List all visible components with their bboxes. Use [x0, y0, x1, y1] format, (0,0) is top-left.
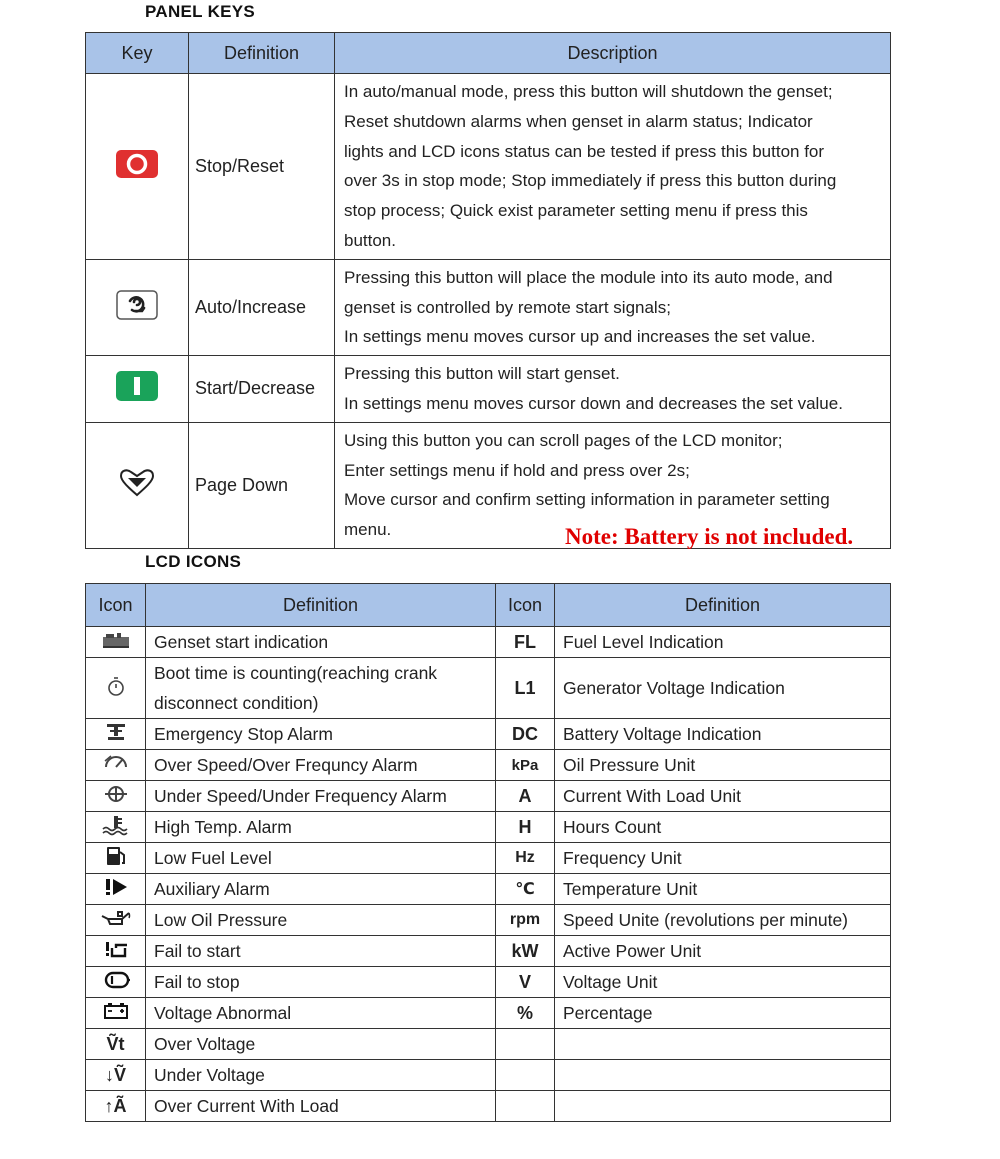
lcd-definition: Over Speed/Over Frequncy Alarm	[146, 750, 496, 781]
lcd-row	[86, 936, 891, 967]
header-icon: Icon	[86, 584, 146, 627]
lcd-code: %	[496, 998, 555, 1029]
header-description: Description	[335, 33, 891, 74]
key-description	[335, 74, 891, 260]
lcd-definition-2: Percentage	[555, 998, 891, 1029]
desc-line: In settings menu moves cursor down and decreases the set value.	[344, 393, 843, 413]
desc-line: Move cursor and confirm setting information in parameter setting	[344, 490, 830, 510]
lcd-icons-title: LCD ICONS	[145, 552, 242, 571]
panel-keys-header-row	[86, 33, 891, 74]
panel-key-row	[86, 356, 891, 423]
low-fuel-icon	[105, 851, 127, 871]
key-cell	[86, 74, 189, 260]
lcd-code: L1	[496, 658, 555, 719]
lcd-definition-2: Fuel Level Indication	[555, 627, 891, 658]
lcd-code: rpm	[496, 905, 555, 936]
lcd-row	[86, 1060, 891, 1091]
over-current-icon: ↑Ã	[104, 1095, 127, 1116]
lcd-code: Hz	[496, 843, 555, 874]
desc-line: Pressing this button will place the module into its auto mode, and	[344, 267, 833, 287]
lcd-code: FL	[496, 627, 555, 658]
lcd-row	[86, 781, 891, 812]
panel-keys-table	[85, 32, 891, 549]
lcd-row	[86, 967, 891, 998]
desc-line: In settings menu moves cursor up and increases the set value.	[344, 327, 816, 347]
start-decrease-icon	[115, 370, 159, 402]
header-definition: Definition	[146, 584, 496, 627]
icon-cell	[86, 750, 146, 781]
genset-start-icon	[101, 633, 131, 653]
stop-reset-icon	[115, 149, 159, 179]
lcd-definition-2	[555, 1060, 891, 1091]
lcd-definition-2: Generator Voltage Indication	[555, 658, 891, 719]
lcd-header-row	[86, 584, 891, 627]
desc-line: Using this button you can scroll pages of the LCD monitor;	[344, 430, 783, 450]
lcd-definition: Over Voltage	[146, 1029, 496, 1060]
desc-line: Reset shutdown alarms when genset in alarm status; Indicator	[344, 111, 813, 131]
lcd-code: A	[496, 781, 555, 812]
emergency-stop-icon	[104, 726, 128, 746]
low-oil-pressure-icon	[100, 912, 132, 932]
lcd-code	[496, 1029, 555, 1060]
icon-cell	[86, 905, 146, 936]
voltage-abnormal-icon	[102, 1005, 130, 1025]
fail-to-start-icon	[103, 943, 129, 963]
icon-cell	[86, 719, 146, 750]
lcd-definition: Low Oil Pressure	[146, 905, 496, 936]
lcd-definition: Genset start indication	[146, 627, 496, 658]
icon-cell	[86, 843, 146, 874]
panel-keys-title: PANEL KEYS	[145, 2, 256, 21]
lcd-definition: High Temp. Alarm	[146, 812, 496, 843]
lcd-definition-2	[555, 1091, 891, 1122]
lcd-row	[86, 843, 891, 874]
desc-line: menu.	[344, 520, 392, 540]
desc-line: stop process; Quick exist parameter setting menu if press this	[344, 201, 808, 221]
page-down-icon	[117, 467, 157, 499]
lcd-row	[86, 627, 891, 658]
desc-line: button.	[344, 230, 396, 250]
key-definition: Start/Decrease	[189, 356, 335, 423]
auxiliary-alarm-icon	[103, 881, 129, 901]
icon-cell	[86, 658, 146, 719]
icon-cell	[86, 1060, 146, 1091]
auto-increase-icon	[115, 289, 159, 321]
lcd-definition: Fail to stop	[146, 967, 496, 998]
key-cell	[86, 356, 189, 423]
key-definition: Page Down	[189, 422, 335, 548]
desc-line: lights and LCD icons status can be tested if press this button for	[344, 141, 825, 161]
over-speed-icon	[102, 757, 130, 777]
lcd-definition-2: Active Power Unit	[555, 936, 891, 967]
lcd-row	[86, 874, 891, 905]
lcd-definition: Low Fuel Level	[146, 843, 496, 874]
lcd-definition: Auxiliary Alarm	[146, 874, 496, 905]
boot-timer-icon	[106, 681, 126, 701]
lcd-definition: Under Speed/Under Frequency Alarm	[146, 781, 496, 812]
icon-cell	[86, 998, 146, 1029]
lcd-code: ℃	[496, 874, 555, 905]
key-description	[335, 259, 891, 355]
lcd-definition-2	[555, 1029, 891, 1060]
high-temp-icon	[101, 820, 131, 840]
key-definition: Stop/Reset	[189, 74, 335, 260]
icon-cell	[86, 781, 146, 812]
header-definition-2: Definition	[555, 584, 891, 627]
icon-cell	[86, 812, 146, 843]
lcd-code: kPa	[496, 750, 555, 781]
lcd-row	[86, 719, 891, 750]
desc-line: over 3s in stop mode; Stop immediately if press this button during	[344, 171, 837, 191]
lcd-row	[86, 812, 891, 843]
lcd-definition-2: Temperature Unit	[555, 874, 891, 905]
lcd-definition: Voltage Abnormal	[146, 998, 496, 1029]
key-description	[335, 356, 891, 423]
lcd-row	[86, 1029, 891, 1060]
lcd-row	[86, 905, 891, 936]
icon-cell	[86, 627, 146, 658]
panel-key-row	[86, 259, 891, 355]
icon-cell	[86, 936, 146, 967]
lcd-definition: Emergency Stop Alarm	[146, 719, 496, 750]
desc-line: In auto/manual mode, press this button will shutdown the genset;	[344, 82, 833, 101]
lcd-definition-2: Frequency Unit	[555, 843, 891, 874]
panel-key-row	[86, 74, 891, 260]
lcd-code	[496, 1091, 555, 1122]
header-definition: Definition	[189, 33, 335, 74]
lcd-definition-2: Speed Unite (revolutions per minute)	[555, 905, 891, 936]
lcd-definition-2: Oil Pressure Unit	[555, 750, 891, 781]
lcd-definition-2: Battery Voltage Indication	[555, 719, 891, 750]
icon-cell	[86, 1091, 146, 1122]
lcd-definition-2: Current With Load Unit	[555, 781, 891, 812]
over-voltage-icon: Ṽt	[106, 1033, 125, 1054]
lcd-row	[86, 750, 891, 781]
under-speed-icon	[102, 788, 130, 808]
lcd-definition: Boot time is counting(reaching crank disconnect condition)	[146, 658, 496, 719]
lcd-definition: Over Current With Load	[146, 1091, 496, 1122]
desc-line: Enter settings menu if hold and press over 2s;	[344, 460, 690, 480]
key-definition: Auto/Increase	[189, 259, 335, 355]
icon-cell	[86, 874, 146, 905]
battery-note: Note: Battery is not included.	[565, 524, 854, 549]
desc-line: genset is controlled by remote start signals;	[344, 297, 671, 317]
lcd-row	[86, 998, 891, 1029]
lcd-code	[496, 1060, 555, 1091]
lcd-definition: Fail to start	[146, 936, 496, 967]
lcd-icons-table	[85, 583, 891, 1122]
lcd-code: DC	[496, 719, 555, 750]
lcd-row	[86, 1091, 891, 1122]
icon-cell	[86, 1029, 146, 1060]
key-cell	[86, 422, 189, 548]
lcd-code: H	[496, 812, 555, 843]
lcd-row	[86, 658, 891, 719]
lcd-code: kW	[496, 936, 555, 967]
key-cell	[86, 259, 189, 355]
desc-line: Pressing this button will start genset.	[344, 364, 620, 384]
fail-to-stop-icon	[101, 974, 131, 994]
icon-cell	[86, 967, 146, 998]
header-key: Key	[86, 33, 189, 74]
lcd-definition-2: Voltage Unit	[555, 967, 891, 998]
lcd-definition-2: Hours Count	[555, 812, 891, 843]
lcd-code: V	[496, 967, 555, 998]
under-voltage-icon: ↓Ṽ	[104, 1064, 126, 1085]
header-icon-2: Icon	[496, 584, 555, 627]
lcd-definition: Under Voltage	[146, 1060, 496, 1091]
